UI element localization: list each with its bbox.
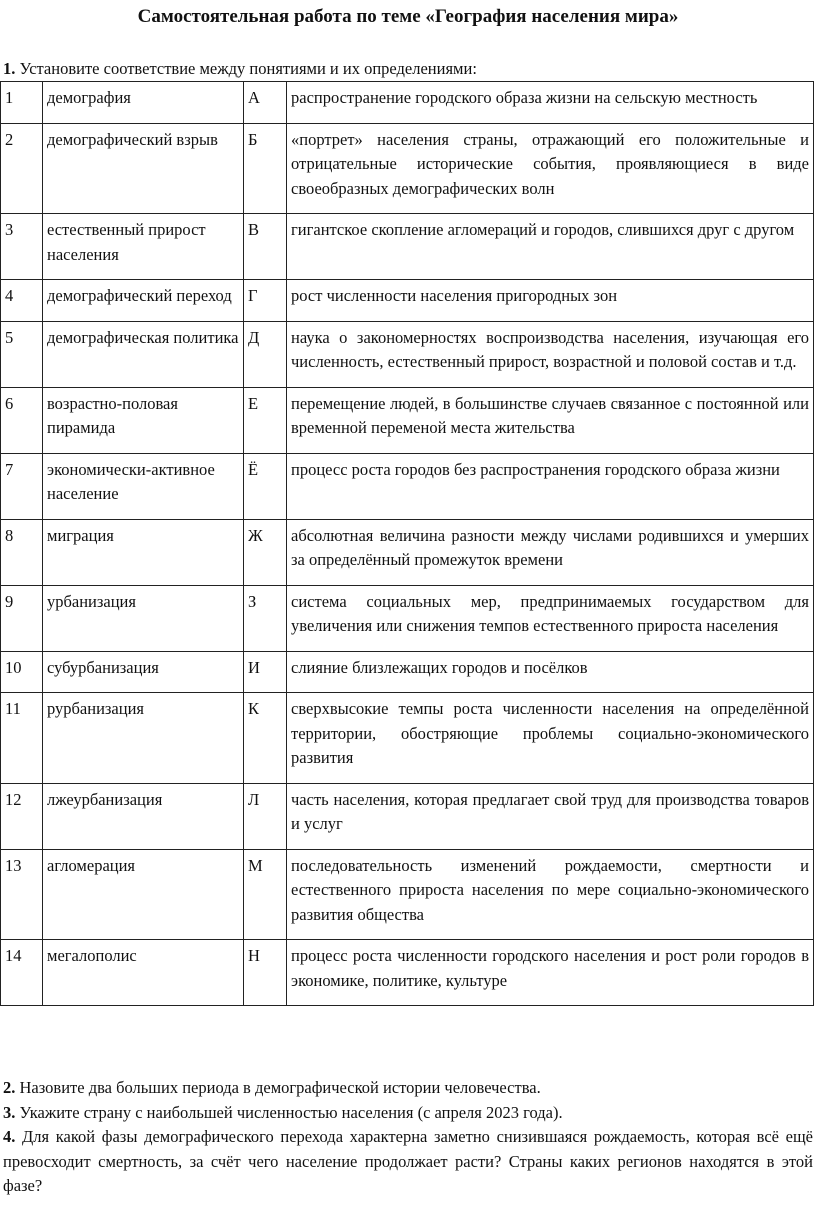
question-3-number: 3. <box>3 1102 16 1122</box>
row-number: 5 <box>1 321 43 387</box>
letter-cell: Б <box>244 123 287 214</box>
definition-cell: слияние близлежащих городов и посёлков <box>287 651 814 693</box>
term-cell: мегалополис <box>43 940 244 1006</box>
row-number: 8 <box>1 519 43 585</box>
table-row <box>1 453 814 519</box>
term-cell: возрастно-половая пирамида <box>43 387 244 453</box>
definition-cell: процесс роста городов без распространения городского образа жизни <box>287 453 814 519</box>
row-number: 10 <box>1 651 43 693</box>
definition-cell: наука о закономерностях воспроизводства населения, изучающая его численность, естественный прирост, возрастной и половой состав и т.д. <box>287 321 814 387</box>
table-row <box>1 585 814 651</box>
table-row <box>1 123 814 214</box>
term-cell: демографический переход <box>43 280 244 322</box>
letter-cell: Д <box>244 321 287 387</box>
letter-cell: Г <box>244 280 287 322</box>
question-3 <box>3 1101 813 1126</box>
term-cell: лжеурбанизация <box>43 783 244 849</box>
term-cell: естественный прирост населения <box>43 214 244 280</box>
task-1-heading <box>3 58 477 80</box>
question-2-number: 2. <box>3 1078 16 1097</box>
questions-block <box>3 1076 813 1199</box>
row-number: 11 <box>1 693 43 784</box>
term-cell: рурбанизация <box>43 693 244 784</box>
letter-cell: В <box>244 214 287 280</box>
question-2 <box>3 1076 813 1101</box>
letter-cell: К <box>244 693 287 784</box>
definition-cell: последовательность изменений рождаемости, смертности и естественного прироста населения по мере социально-экономического развития общества <box>287 849 814 940</box>
row-number: 1 <box>1 82 43 124</box>
row-number: 13 <box>1 849 43 940</box>
term-cell: миграция <box>43 519 244 585</box>
table-row <box>1 940 814 1006</box>
question-2-text: Назовите два больших периода в демографической истории человечества. <box>19 1078 541 1097</box>
letter-cell: М <box>244 849 287 940</box>
table-row <box>1 214 814 280</box>
definition-cell: рост численности населения пригородных зон <box>287 280 814 322</box>
row-number: 9 <box>1 585 43 651</box>
definition-cell: система социальных мер, предпринимаемых государством для увеличения или снижения темпов естественного прироста населения <box>287 585 814 651</box>
row-number: 3 <box>1 214 43 280</box>
term-cell: демография <box>43 82 244 124</box>
term-cell: экономически-активное население <box>43 453 244 519</box>
term-cell: демографическая политика <box>43 321 244 387</box>
row-number: 12 <box>1 783 43 849</box>
letter-cell: Н <box>244 940 287 1006</box>
page-title: Самостоятельная работа по теме «География населения мира» <box>137 6 679 27</box>
definition-cell: гигантское скопление агломераций и городов, слившихся друг с другом <box>287 214 814 280</box>
term-cell: субурбанизация <box>43 651 244 693</box>
task-1-text: Установите соответствие между понятиями и их определениями: <box>19 59 477 78</box>
row-number: 6 <box>1 387 43 453</box>
table-row <box>1 783 814 849</box>
table-row <box>1 693 814 784</box>
definition-cell: абсолютная величина разности между числами родившихся и умерших за определённый промежуток времени <box>287 519 814 585</box>
definition-cell: процесс роста численности городского населения и рост роли городов в экономике, политике, культуре <box>287 940 814 1006</box>
letter-cell: И <box>244 651 287 693</box>
row-number: 7 <box>1 453 43 519</box>
letter-cell: Ё <box>244 453 287 519</box>
definition-cell: часть населения, которая предлагает свой труд для производства товаров и услуг <box>287 783 814 849</box>
task-1-number: 1. <box>3 59 16 78</box>
table-row <box>1 519 814 585</box>
definition-cell: сверхвысокие темпы роста численности населения на определённой территории, обостряющие проблемы социально-экономического развития <box>287 693 814 784</box>
definition-cell: «портрет» населения страны, отражающий его положительные и отрицательные исторические события, проявляющиеся в виде своеобразных демографических волн <box>287 123 814 214</box>
letter-cell: З <box>244 585 287 651</box>
letter-cell: Е <box>244 387 287 453</box>
matching-table <box>0 81 814 1006</box>
definition-cell: распространение городского образа жизни на сельскую местность <box>287 82 814 124</box>
question-4 <box>3 1125 813 1199</box>
letter-cell: Л <box>244 783 287 849</box>
term-cell: демографический взрыв <box>43 123 244 214</box>
table-row <box>1 280 814 322</box>
table-row <box>1 651 814 693</box>
table-row <box>1 321 814 387</box>
term-cell: агломерация <box>43 849 244 940</box>
definition-cell: перемещение людей, в большинстве случаев связанное с постоянной или временной переменой места жительства <box>287 387 814 453</box>
table-row <box>1 82 814 124</box>
letter-cell: Ж <box>244 519 287 585</box>
row-number: 2 <box>1 123 43 214</box>
row-number: 14 <box>1 940 43 1006</box>
table-row <box>1 387 814 453</box>
question-3-text: Укажите страну с наибольшей численностью населения (с апреля 2023 года). <box>19 1102 563 1122</box>
letter-cell: А <box>244 82 287 124</box>
question-4-text: Для какой фазы демографического перехода характерна заметно снизившаяся рождаемость, которая всё ещё превосходит смертность, за счёт чего население продолжает расти? Страны каких регионов находятся в этой фазе? <box>3 1127 814 1195</box>
row-number: 4 <box>1 280 43 322</box>
question-4-number: 4. <box>3 1127 16 1146</box>
term-cell: урбанизация <box>43 585 244 651</box>
table-row <box>1 849 814 940</box>
